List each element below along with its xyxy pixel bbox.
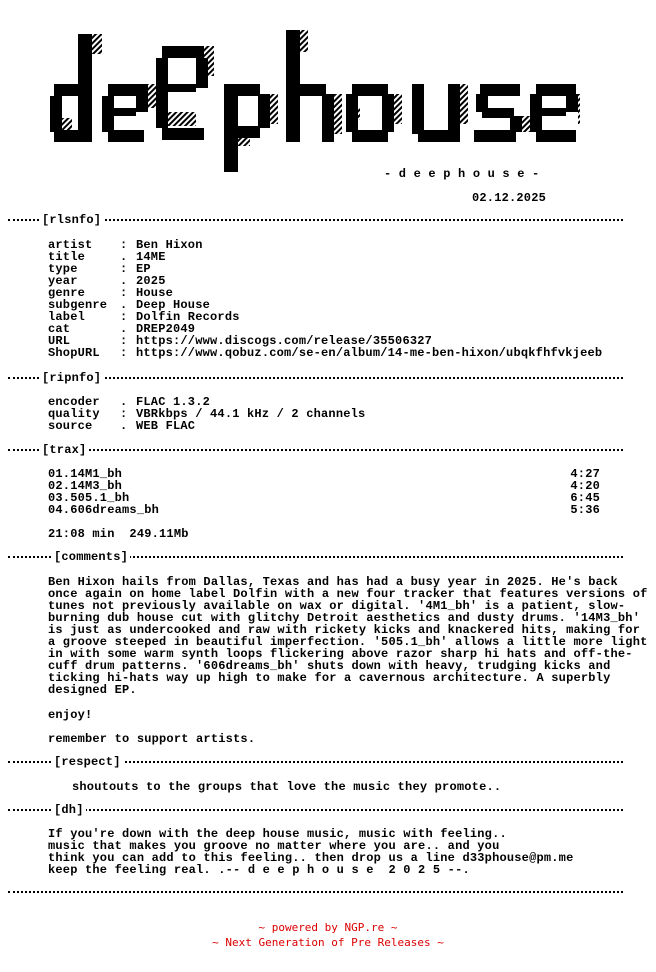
track-row xyxy=(48,504,600,516)
info-row-title: title . 14ME xyxy=(48,250,166,264)
section-separator-rlsnfo xyxy=(8,214,623,226)
discogs-link[interactable]: https://www.discogs.com/release/35506327 xyxy=(136,334,433,348)
release-info-list xyxy=(48,239,602,359)
support-text: remember to support artists. xyxy=(48,732,256,746)
footer-powered-by: ~ powered by NGP.re ~ xyxy=(258,921,398,934)
track-duration: 4:20 xyxy=(570,479,600,493)
dh-line: keep the feeling real. .-- d e e p h o u s e 2 0 2 5 --. xyxy=(48,863,470,877)
dh-line: If you're down with the deep house music, music with feeling.. xyxy=(48,827,507,841)
info-value: Dolfin Records xyxy=(136,310,240,324)
footer-tagline: ~ Next Generation of Pre Releases ~ xyxy=(212,936,444,949)
logo-subtitle: - d e e p h o u s e - xyxy=(384,167,540,181)
info-row-type: type : EP xyxy=(48,262,151,276)
shop-link[interactable]: https://www.qobuz.com/se-en/album/14-me-ben-hixon/ubqkfhfvkjeeb xyxy=(136,346,603,360)
info-value: 2025 xyxy=(136,274,166,288)
comments-body: Ben Hixon hails from Dallas, Texas and has had a busy year in 2025. He's back once again on home label Dolfin with a new four tracker that features versions of tunes not previously available on wax or digital. '4M1_bh' is a patient, slow-burning dub house cut with glitchy Detroit aesthetics and dusty drums. '14M3_bh' is just as undercooked and raw with rickety kicks and knackered hits, making for a groove steeped in beautiful imperfection. '505.1_bh' allows a little more light in with some warm synth loops flickering above razor sharp hi hats and off-the-cuff drum patterns. '606dreams_bh' shuts down with heavy, trudging kicks and ticking hi-hats way up high to make for a cavernous architecture. A superbly designed EP. xyxy=(48,575,648,697)
info-value: 14ME xyxy=(136,250,166,264)
track-duration: 4:27 xyxy=(570,467,600,481)
info-row-year: year . 2025 xyxy=(48,274,166,288)
section-separator-dh xyxy=(8,804,623,816)
section-label-comments: [comments] xyxy=(54,550,129,564)
info-value: House xyxy=(136,286,174,300)
rip-row-source: source . WEB FLAC xyxy=(48,419,196,433)
info-value: DREP2049 xyxy=(136,322,196,336)
enjoy-text: enjoy! xyxy=(48,708,93,722)
info-row-subgenre: subgenre . Deep House xyxy=(48,298,211,312)
rip-row-quality: quality : VBRkbps / 44.1 kHz / 2 channels xyxy=(48,407,366,421)
track-name: 04.606dreams_bh xyxy=(48,503,160,517)
track-name: 01.14M1_bh xyxy=(48,467,123,481)
rip-row-encoder: encoder . FLAC 1.3.2 xyxy=(48,395,211,409)
info-row-genre: genre : House xyxy=(48,286,174,300)
footer-separator xyxy=(8,886,623,898)
section-label-respect: [respect] xyxy=(54,755,121,769)
info-row-url: URL : https://www.discogs.com/release/35506327 xyxy=(48,334,433,348)
info-row-shopurl: ShopURL : https://www.qobuz.com/se-en/album/14-me-ben-hixon/ubqkfhfvkjeeb xyxy=(48,346,603,360)
info-value: EP xyxy=(136,262,151,276)
info-value: Deep House xyxy=(136,298,211,312)
section-label-trax: [trax] xyxy=(42,443,87,457)
total-runtime-size: 21:08 min 249.11Mb xyxy=(48,527,189,541)
track-row xyxy=(48,468,600,480)
track-duration: 6:45 xyxy=(570,491,600,505)
dh-line: music that makes you groove no matter where you are.. and you xyxy=(48,839,500,853)
track-duration: 5:36 xyxy=(570,503,600,517)
track-row xyxy=(48,480,600,492)
track-name: 02.14M3_bh xyxy=(48,479,123,493)
info-row-label: label : Dolfin Records xyxy=(48,310,240,324)
rip-info-list xyxy=(48,396,365,432)
section-label-dh: [dh] xyxy=(54,803,84,817)
info-row-artist: artist : Ben Hixon xyxy=(48,238,203,252)
section-label-rlsnfo: [rlsnfo] xyxy=(42,213,102,227)
info-value: Ben Hixon xyxy=(136,238,203,252)
track-name: 03.505.1_bh xyxy=(48,491,130,505)
dh-line: think you can add to this feeling.. then drop us a line d33phouse@pm.me xyxy=(48,851,574,865)
deephouse-logo xyxy=(50,22,580,172)
section-separator-trax xyxy=(8,444,623,456)
section-separator-ripnfo xyxy=(8,372,623,384)
respect-text: shoutouts to the groups that love the music they promote.. xyxy=(72,780,502,794)
release-date: 02.12.2025 xyxy=(472,191,547,205)
info-row-cat: cat . DREP2049 xyxy=(48,322,196,336)
section-label-ripnfo: [ripnfo] xyxy=(42,371,102,385)
section-separator-comments xyxy=(8,551,623,563)
section-separator-respect xyxy=(8,756,623,768)
